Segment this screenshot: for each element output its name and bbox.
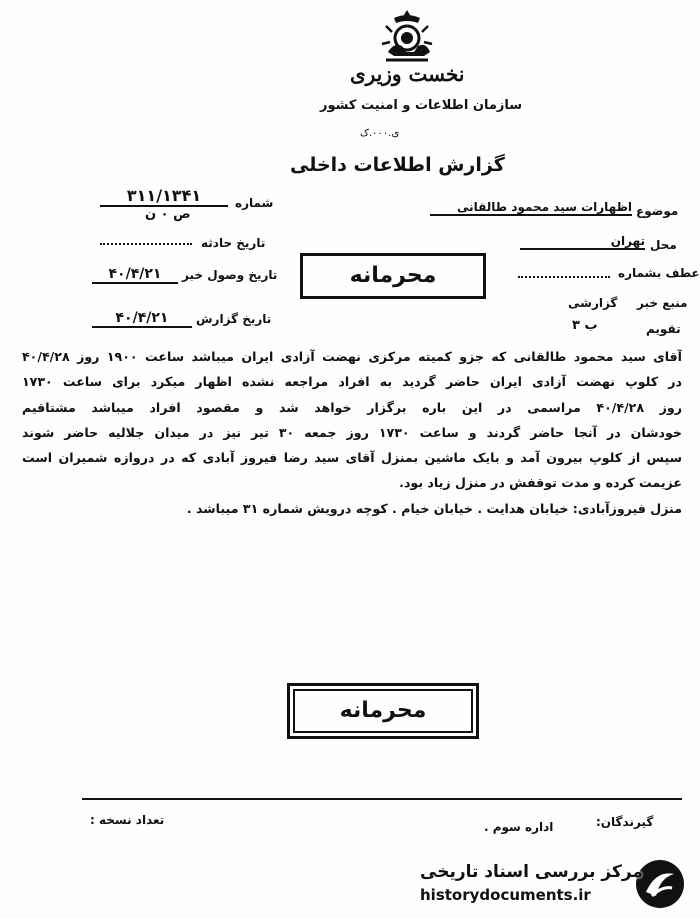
report-body — [22, 344, 682, 521]
body-line: منزل فیروزآبادی: خیابان هدایت . خیابان خیام . کوچه درویش شماره ۳۱ میباشد . — [186, 500, 682, 516]
organization-name: سازمان اطلاعات و امنیت کشور — [320, 98, 523, 113]
report-date-label: تاریخ گزارش — [196, 312, 272, 326]
confidential-stamp-bottom: محرمانه — [287, 683, 479, 739]
watermark-url: historydocuments.ir — [420, 886, 591, 904]
assessment-label: تقویم — [646, 322, 681, 336]
report-date-value: ۴۰/۴/۲۱ — [92, 310, 192, 328]
body-line: عزیمت کرده و مدت توقفش در منزل زیاد بود. — [399, 475, 682, 491]
lion-and-sun-crest-icon — [380, 8, 434, 64]
followup-line — [518, 276, 610, 278]
report-title: گزارش اطلاعات داخلی — [290, 154, 505, 176]
receipt-date-label: تاریخ وصول خبر — [182, 268, 278, 282]
body-line: آقای سید محمود طالقانی که جزو کمیته مرکزی نهضت آزادی ایران میباشد ساعت ۱۹۰۰ روز ۴۰/۴/۲۸ — [22, 349, 682, 364]
location-label: محل — [650, 238, 677, 252]
body-line: خودشان در آنجا حاضر گردند و ساعت ۱۷۳۰ روز جمعه ۳۰ تیر نیز در میدان جلالیه حاضر شوند — [22, 424, 682, 440]
followup-label: عطف بشماره — [618, 266, 700, 280]
recipients-label: گیرندگان: — [596, 815, 654, 829]
incident-date-label: تاریخ حادثه — [201, 236, 266, 250]
subject-label: موضوع — [636, 204, 679, 218]
number-value: ۳۱۱/۱۳۴۱ — [100, 186, 228, 207]
source-label: منبع خبر — [637, 296, 688, 310]
copies-label: تعداد نسخه : — [90, 813, 165, 827]
number-sub: ص ۰ ن — [145, 207, 191, 222]
confidential-stamp: محرمانه — [300, 253, 486, 299]
assessment-value: ب ۳ — [572, 318, 598, 333]
header-reference: ی.۰۰۰.ک — [360, 128, 400, 139]
subject-value: اظهارات سید محمود طالقانی — [430, 200, 632, 216]
footer-divider — [82, 798, 682, 800]
location-value: تهران — [520, 234, 645, 250]
receipt-date-value: ۴۰/۴/۲۱ — [92, 266, 178, 284]
body-line: در کلوپ نهضت آزادی ایران حاضر گردید به افراد مراجعه نشده اظهار میکرد برای ساعت ۱۷۳۰ — [22, 374, 682, 390]
watermark-title: مرکز بررسی اسناد تاریخی — [420, 862, 643, 882]
body-line: سپس از کلوپ بیرون آمد و بایک ماشین بمنزل آقای سید رضا فیروز آبادی که در دروازه شمیران است — [22, 450, 682, 466]
number-label: شماره — [235, 196, 274, 210]
body-line: روز ۴۰/۴/۲۸ مراسمی در این باره برگزار خواهد شد و مقصود افراد میباشد مشتاقیم — [22, 399, 682, 415]
incident-date-line — [100, 243, 192, 245]
recipients-value: اداره سوم . — [484, 820, 554, 834]
ministry-name: نخست وزیری — [350, 62, 465, 86]
source-value: گزارشی — [568, 296, 618, 310]
